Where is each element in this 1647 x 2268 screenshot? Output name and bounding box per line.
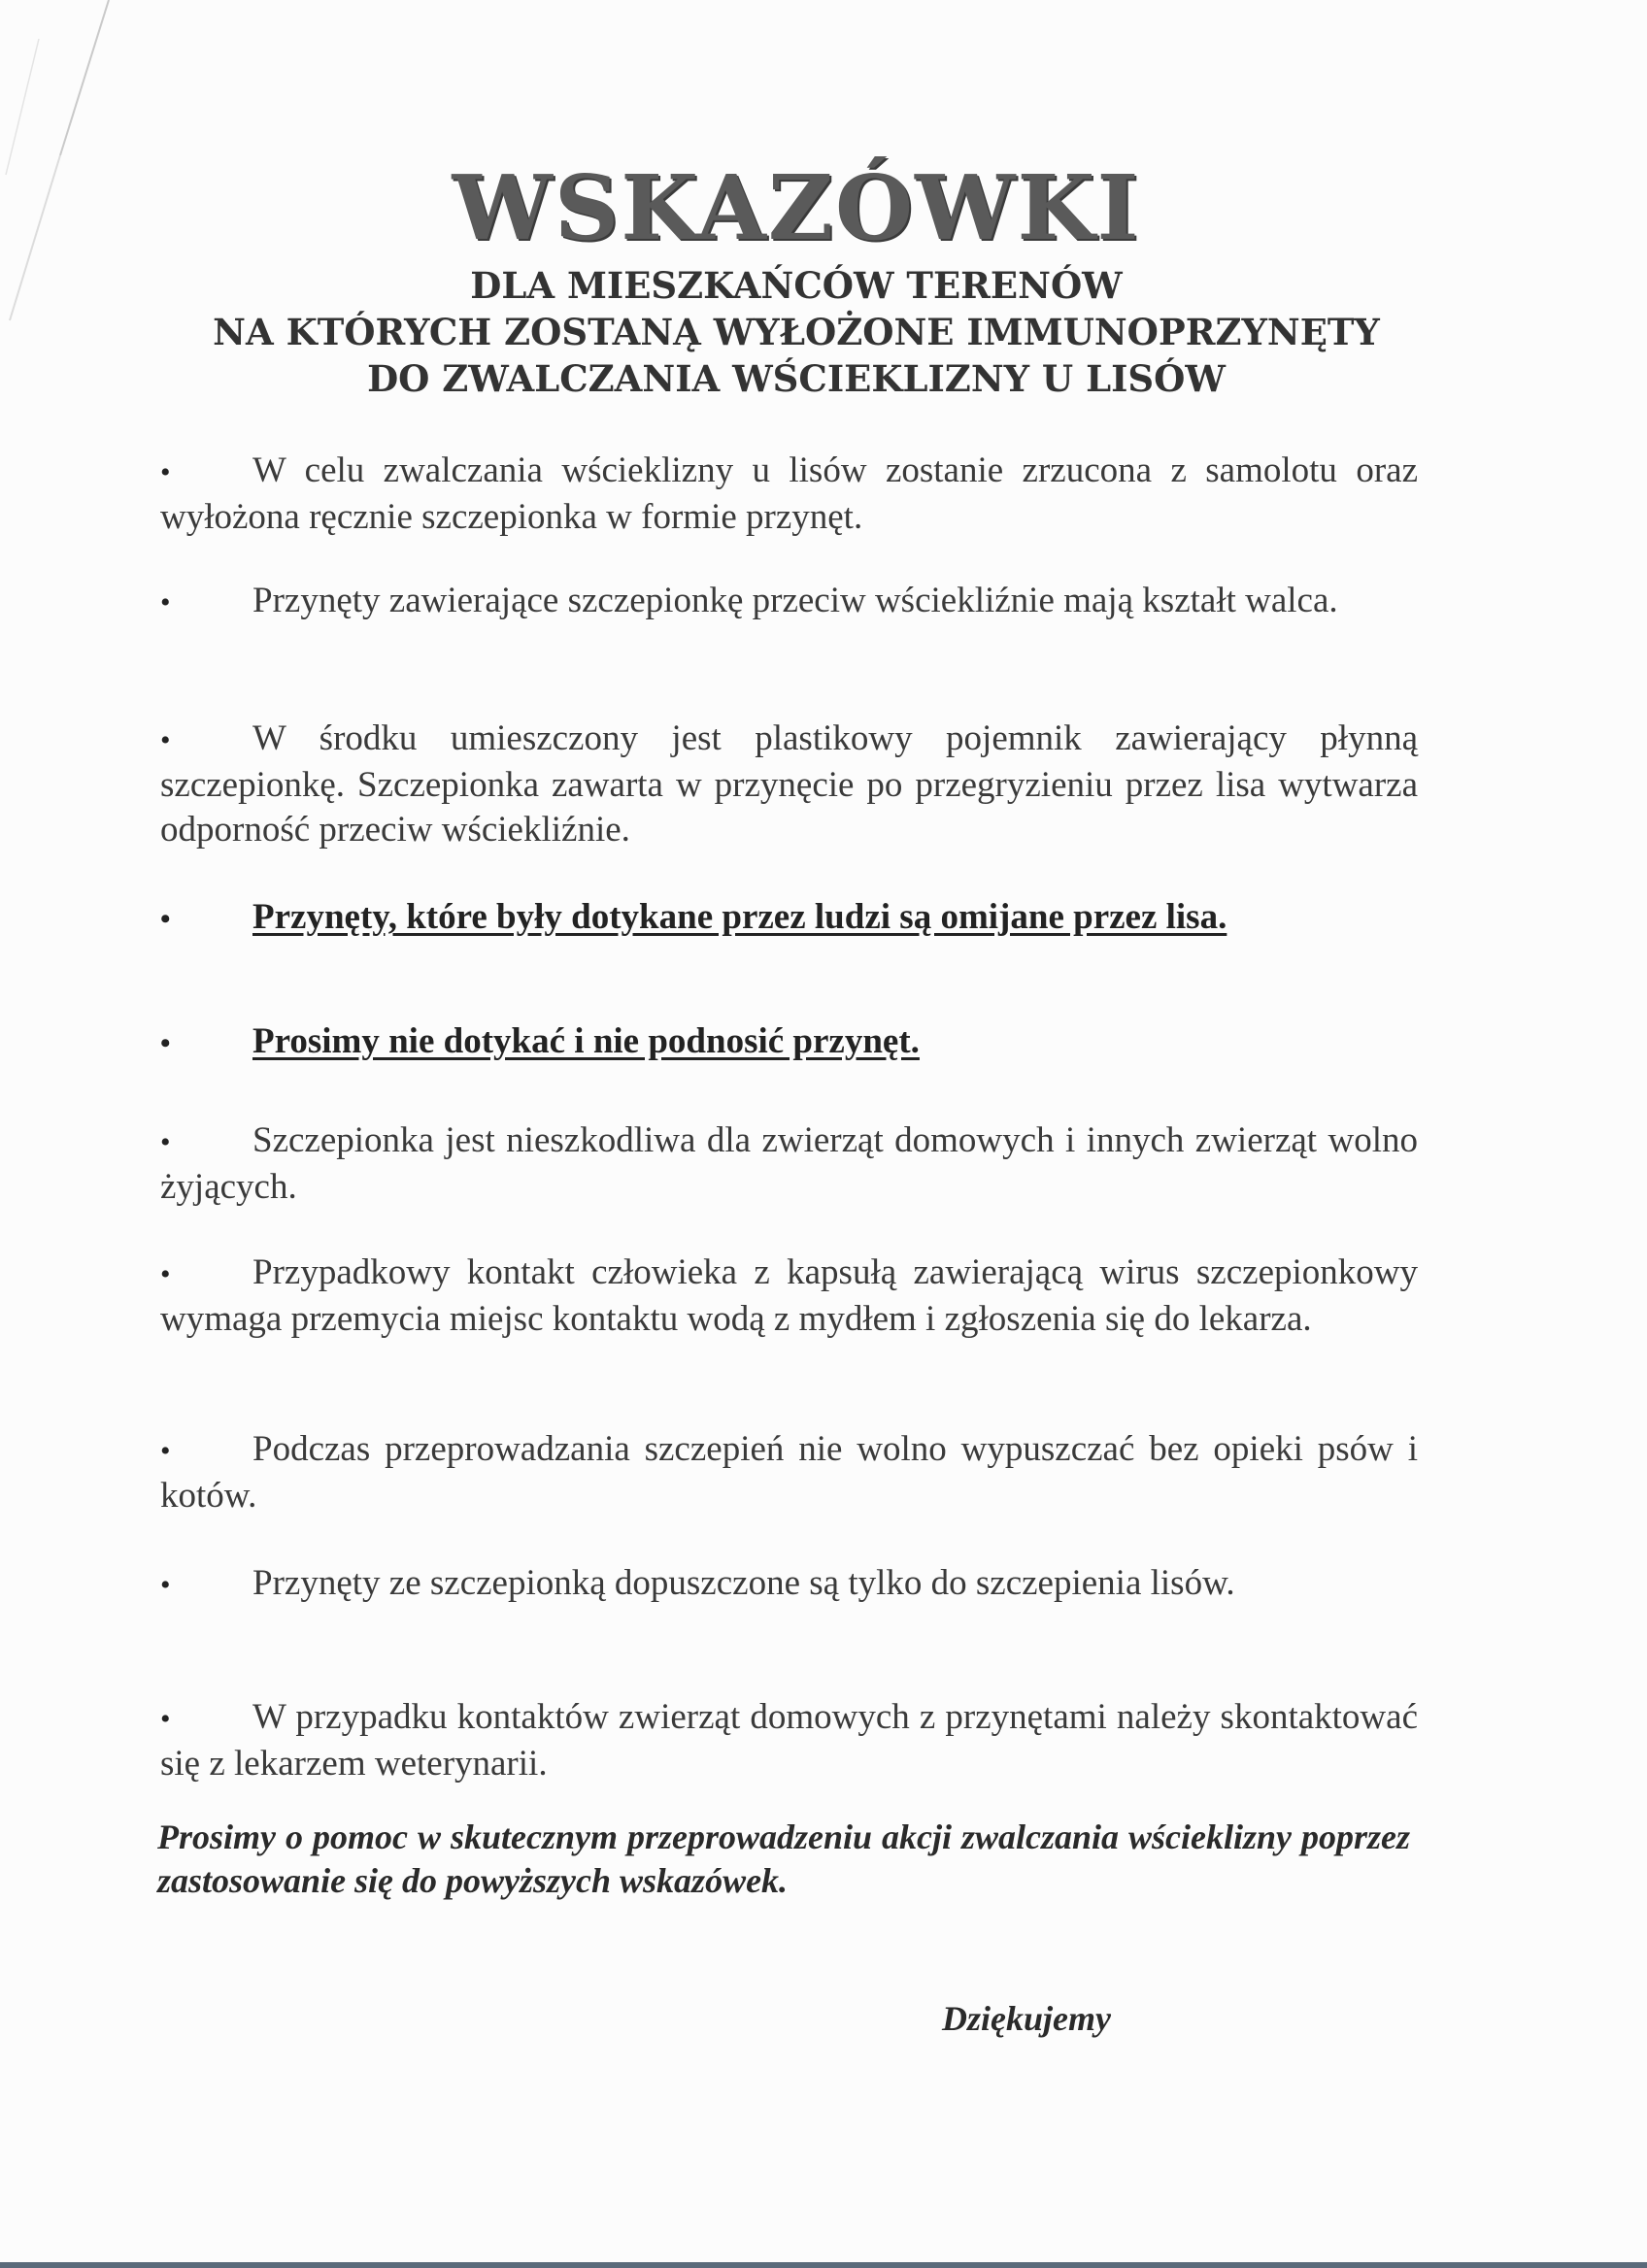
- scan-bottom-edge: [0, 2262, 1647, 2268]
- list-item-text: W środku umieszczony jest plastikowy pojemnik zawierający płynną szczepionkę. Szczepionka zawarta w przynęcie po przegryzieniu przez lisa wytwarza odporność przeciw wściekliźnie.: [160, 718, 1418, 850]
- list-item-text: Przypadkowy kontakt człowieka z kapsułą zawierającą wirus szczepionkowy wymaga przemycia miejsc kontaktu wodą z mydłem i zgłoszenia się do lekarza.: [160, 1252, 1418, 1339]
- list-item: [160, 1251, 1418, 1342]
- page-subtitle: [0, 262, 1593, 402]
- list-item: [160, 1561, 1418, 1608]
- list-item: [160, 1695, 1418, 1786]
- subtitle-line-2: NA KTÓRYCH ZOSTANĄ WYŁOŻONE IMMUNOPRZYNĘTY: [213, 311, 1380, 353]
- bullet-icon: •: [160, 724, 171, 756]
- list-item-text: Podczas przeprowadzania szczepień nie wolno wypuszczać bez opieki psów i kotów.: [160, 1429, 1418, 1516]
- bullet-icon: •: [160, 1258, 171, 1290]
- bullet-icon: •: [160, 1027, 171, 1059]
- list-item-text: Przynęty zawierające szczepionkę przeciw wściekliźnie mają kształt walca.: [252, 581, 1338, 620]
- list-item-important: [160, 1019, 1418, 1066]
- list-item: [160, 717, 1418, 852]
- bullet-icon: •: [160, 1126, 171, 1158]
- closing-paragraph: Prosimy o pomoc w skutecznym przeprowadzeniu akcji zwalczania wścieklizny poprzez zastosowanie się do powyższych wskazówek.: [157, 1818, 1410, 1900]
- bullet-icon: •: [160, 903, 171, 935]
- list-item-text: Prosimy nie dotykać i nie podnosić przynęt.: [252, 1021, 920, 1061]
- subtitle-line-1: DLA MIESZKAŃCÓW TERENÓW: [470, 264, 1123, 307]
- list-item: [160, 579, 1418, 625]
- thanks-signoff: Dziękujemy: [942, 1999, 1111, 2038]
- list-item-text: W przypadku kontaktów zwierząt domowych z przynętami należy skontaktować się z lekarzem weterynarii.: [160, 1697, 1418, 1784]
- list-item: [160, 1118, 1418, 1210]
- bullet-icon: •: [160, 456, 171, 488]
- list-item-text: Przynęty ze szczepionką dopuszczone są tylko do szczepienia lisów.: [252, 1563, 1235, 1603]
- bullet-icon: •: [160, 1569, 171, 1601]
- bullet-icon: •: [160, 586, 171, 618]
- list-item-text: Szczepionka jest nieszkodliwa dla zwierząt domowych i innych zwierząt wolno żyjących.: [160, 1120, 1418, 1207]
- page-title: WSKAZÓWKI: [452, 155, 1141, 260]
- subtitle-line-3: DO ZWALCZANIA WŚCIEKLIZNY U LISÓW: [367, 357, 1226, 400]
- list-item-text: W celu zwalczania wścieklizny u lisów zostanie zrzucona z samolotu oraz wyłożona ręcznie szczepionka w formie przynęt.: [160, 450, 1418, 537]
- bullet-icon: •: [160, 1435, 171, 1467]
- list-item: [160, 449, 1418, 540]
- list-item-important: [160, 895, 1418, 942]
- bullet-icon: •: [160, 1703, 171, 1735]
- list-item-text: Przynęty, które były dotykane przez ludzi są omijane przez lisa.: [252, 897, 1227, 937]
- list-item: [160, 1427, 1418, 1518]
